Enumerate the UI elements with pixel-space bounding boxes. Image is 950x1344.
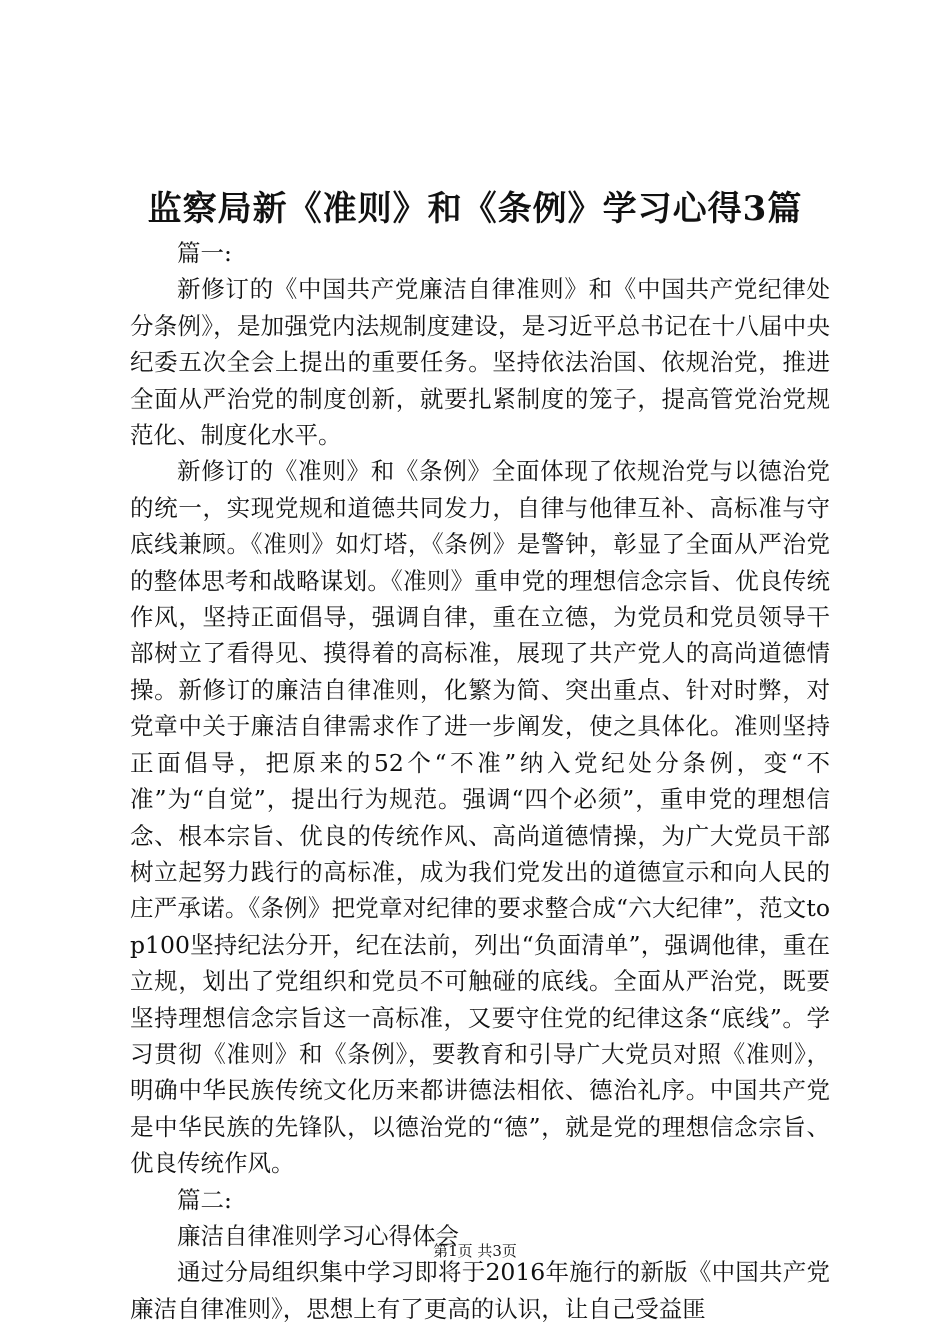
paragraph-2: 新修订的《准则》和《条例》全面体现了依规治党与以德治党的统一，实现党规和道德共同发力，自律与他律互补、高标准与守底线兼顾。《准则》如灯塔，《条例》是警钟，彰显了全面从严治党的整体思考和战略谋划。《准则》重申党的理想信念宗旨、优良传统作风，坚持正面倡导，强调自律，重在立德，为党员和党员领导干部树立了看得见、摸得着的高标准，展现了共产党人的高尚道德情操。新修订的廉洁自律准则，化繁为简、突出重点、针对时弊，对党章中关于廉洁自律需求作了进一步阐发，使之具体化。准则坚持正面倡导，把原来的52个“不准”纳入党纪处分条例，变“不准”为“自觉”，提出行为规范。强调“四个必须”，重申党的理想信念、根本宗旨、优良的传统作风、高尚道德情操，为广大党员干部树立起努力践行的高标准，成为我们党发出的道德宣示和向人民的庄严承诺。《条例》把党章对纪律的要求整合成“六大纪律”，范文top100坚持纪法分开，纪在法前，列出“负面清单”，强调他律，重在立规，划出了党组织和党员不可触碰的底线。全面从严治党，既要坚持理想信念宗旨这一高标准，又要守住党的纪律这条“底线”。学习贯彻《准则》和《条例》，要教育和引导广大党员对照《准则》，明确中华民族传统文化历来都讲德法相依、德治礼序。中国共产党是中华民族的先锋队，以德治党的“德”，就是党的理想信念宗旨、优良传统作风。 — [130, 457, 830, 1178]
document-title: 监察局新《准则》和《条例》学习心得3篇 — [147, 189, 803, 229]
paragraph-1: 新修订的《中国共产党廉洁自律准则》和《中国共产党纪律处分条例》，是加强党内法规制度建设，是习近平总书记在十八届中央纪委五次全会上提出的重要任务。坚持依法治国、依规治党，推进全面从严治党的制度创新，就要扎紧制度的笼子，提高管党治党规范化、制度化水平。 — [130, 275, 830, 450]
section-subtitle: 廉洁自律准则学习心得体会 — [177, 1221, 459, 1250]
section-heading-1: 篇一: — [177, 239, 232, 267]
paragraph-3: 通过分局组织集中学习即将于2016年施行的新版《中国共产党廉洁自律准则》，思想上有了更高的认识，让自己受益匪 — [130, 1258, 830, 1323]
page-number-footer: 第1页 共3页 — [433, 1242, 517, 1260]
document-body — [130, 235, 830, 1327]
section-heading-2: 篇二: — [177, 1185, 232, 1214]
